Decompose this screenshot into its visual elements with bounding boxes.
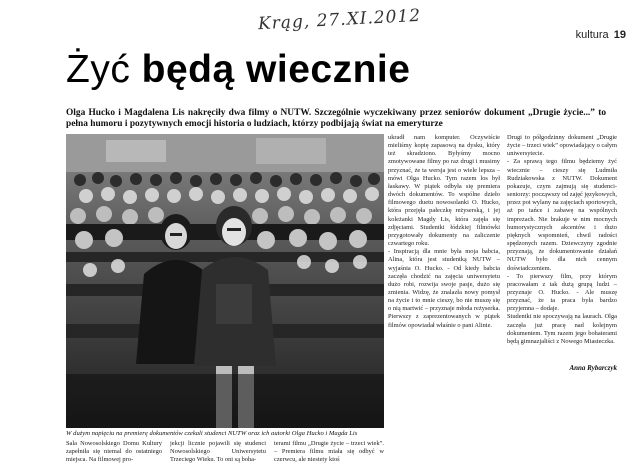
- headline: [66, 48, 410, 92]
- paragraph: Studentki nie spoczywają na laurach. Olga zaczęła już pracę nad kolejnym dokumentem. Tym razem jego bohaterami będą gimnazjaliści z Nowego Miasteczka.: [507, 313, 617, 345]
- article-column-bottom-3: terami filmu „Drugie życie – trzeci wiek”. – Premiera filmu miała się odbyć w czerwcu, ale niestety ktoś: [274, 440, 384, 464]
- event-photo: [66, 134, 384, 428]
- article-column-bottom-1: Sala Nowosolskiego Domu Kultury zapełniła się niemal do ostatniego miejsca. Na filmowej pro-: [66, 440, 162, 464]
- audience-photo-illustration: [66, 134, 384, 428]
- paragraph: Drugi to półgodzinny dokument „Drugie życie – trzeci wiek” opowiadający o całym uniwersytecie.: [507, 134, 618, 158]
- paragraph: ukradł nam komputer. Oczywiście mieliśmy kopię zapasową na dysku, który też skradziono. Byłyśmy mocno zmotywowane filmy po raz drugi i musimy przyznać, że ta wersja jest o wiele lepsza – mówi Olga Hucko. Tym razem los był łaskawy. W piątek odbyła się premiera dwóch dokumentów. To wspólne dzieło filmowego duetu nowosolanki O. Hucko, która przejęła pałeczkę reżyserską, i jej koleżanki Magdy Lis, która zajęła się zdjęciami. Studentki łódzkiej filmówki przygotowały dokumenty na zaliczenie czwartego roku.: [388, 134, 500, 248]
- article-column-right: [507, 134, 617, 346]
- article-column-bottom-2: jekcji licznie pojawili się studenci Nowosolskiego Uniwersytetu Trzeciego Wieku. To oni są boha-: [170, 440, 266, 464]
- page-number: 19: [613, 29, 626, 41]
- headline-part-2: będą wiecznie: [141, 48, 411, 91]
- paragraph: - Inspiracją dla mnie była moja babcia, Alina, która jest studentką NUTW – wyjaśnia O. Hucko. - Od kiedy babcia zaczęła chodzić na zajęcia uniwersytetu dużo robi, rozwija swoje pasje, dużo się zmienia. Widzę, że znalazła nowy pomysł na życie i to mnie cieszy, bo nie muszę się o nią martwić – przyznaje młoda reżyserka. Pierwszy z zaprezentowanych w piątek filmów opowiadał właśnie o pani Alinie.: [388, 248, 500, 329]
- article-column-middle: [388, 134, 500, 330]
- handwritten-date-note: Krąg, 27.XI.2012: [257, 5, 422, 35]
- lead-paragraph: Olga Hucko i Magdalena Lis nakręciły dwa filmy o NUTW. Szczególnie wyczekiwany przez seniorów dokument „Drugie życie...” to pełna humoru i pozytywnych emocji historia o ludziach, którzy podbijają świat na emeryturze: [66, 108, 606, 129]
- paragraph: - Za sprawą tego filmu będziemy żyć wiecznie – cieszy się Ludmiła Rudziakowska z NUTW. Dokument pokazuje, czym zajmują się studenci-seniorzy: począwszy od zajęć językowych, przez pot wylany na zajęciach sportowych, aż po tańce i zabawę na wspólnych imprezach. Nie brakuje w nim mocnych humorystycznych akcentów i dużo pięknych wspomnień, chwil radości spędzonych razem. Dziewczyny zgodnie przyznają, że dokumentowanie działań NUTW było dla nich cennym doświadczeniem.: [507, 158, 618, 272]
- paragraph: - To pierwszy film, przy którym pracowałam z tak dużą grupą ludzi – przyznaje O. Hucko. - Ale muszę przyznać, że ta praca była bardzo przyjemna – dodaje.: [507, 272, 617, 313]
- author-signature: Anna Rybarczyk: [569, 364, 617, 372]
- section-name: kultura: [575, 29, 609, 41]
- section-header: [576, 29, 626, 41]
- photo-caption: W dużym napięciu na premierę dokumentów czekali studenci NUTW oraz ich autorki Olga Hucko i Magda Lis: [66, 430, 358, 437]
- headline-part-1: Żyć: [66, 48, 131, 91]
